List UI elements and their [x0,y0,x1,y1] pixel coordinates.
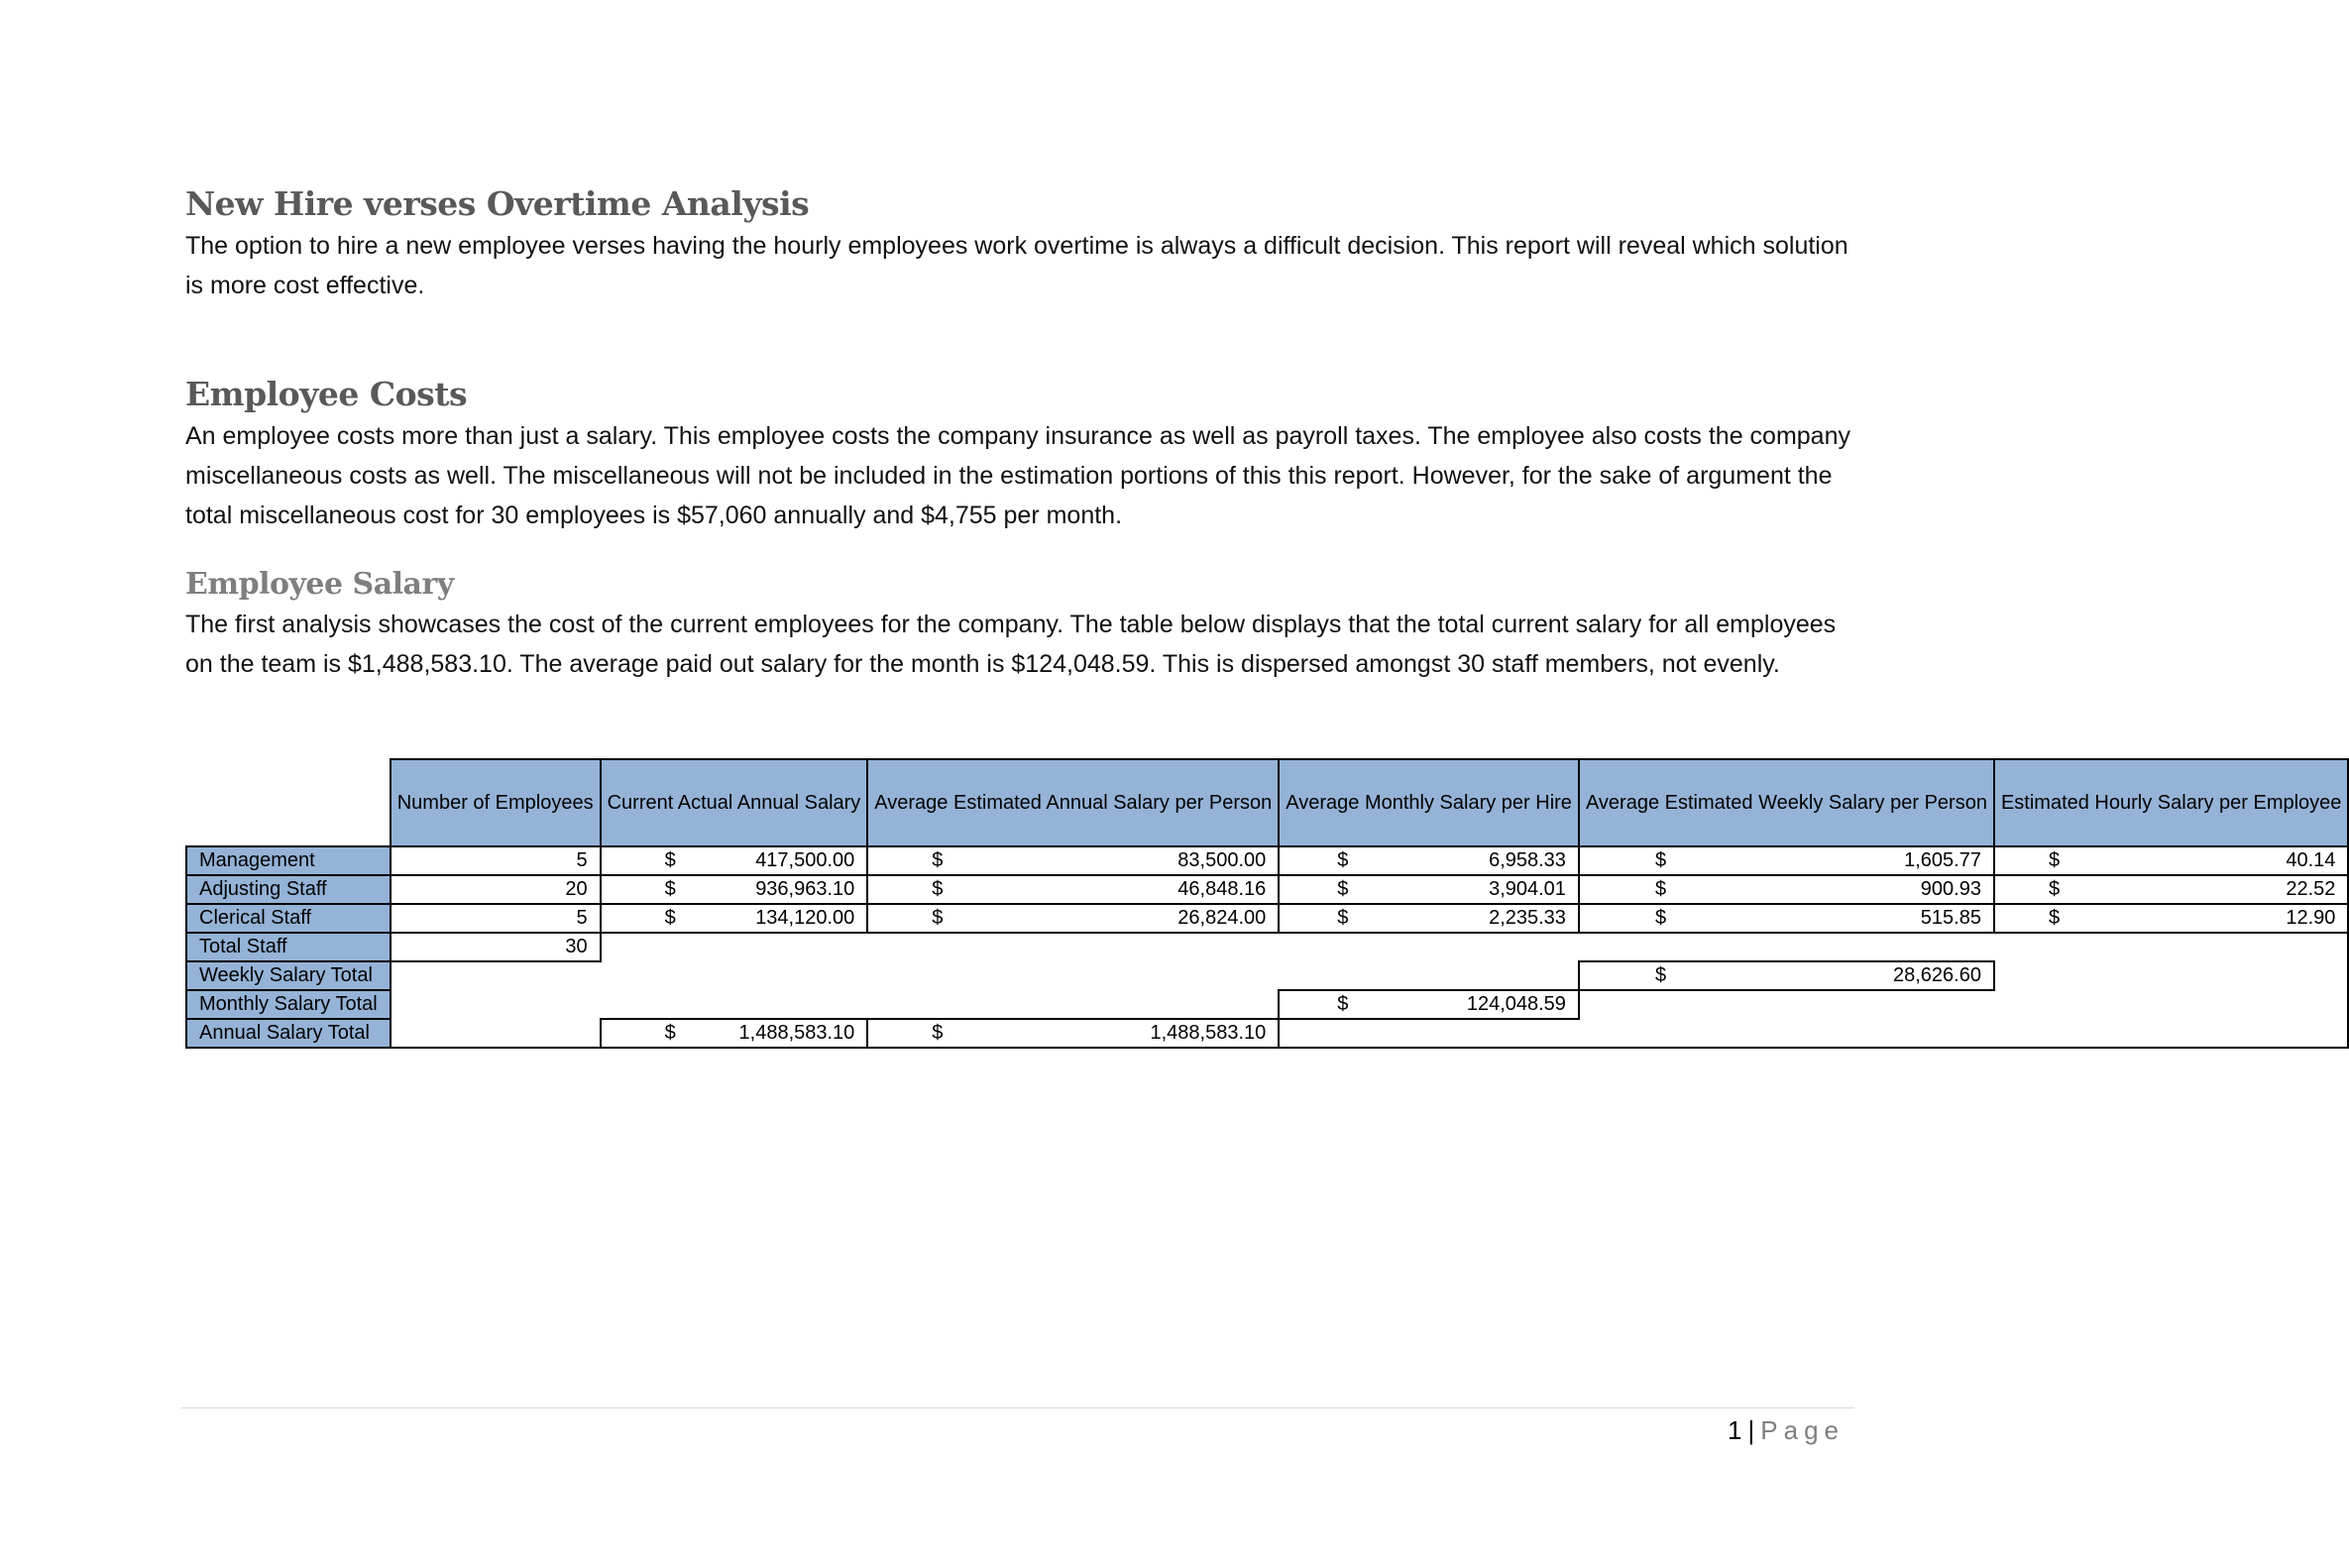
currency-symbol: $ [1337,993,1349,1015]
page-separator: | [1747,1415,1755,1445]
total-staff-label: Total Staff [186,933,391,961]
currency-symbol: $ [1654,878,1667,900]
header-annual-salary: Current Actual Annual Salary [601,759,868,846]
employee-count-cell: 5 [391,904,601,933]
row-label: Management [186,846,391,875]
currency-symbol: $ [1654,907,1667,929]
total-staff-value: 30 [391,933,601,961]
currency-symbol: $ [2048,849,2061,871]
salary-table-wrapper [185,758,2349,1049]
employee-costs-paragraph: An employee costs more than just a salary. This employee costs the company insurance as well as payroll taxes. The employee also costs the company miscellaneous costs as well. The miscellaneous will not be included in the estimation portions of this this report. However, for the sake of argument the total miscellaneous cost for 30 employees is $57,060 annually and $4,755 per month. [185,422,1850,529]
header-hourly-salary: Estimated Hourly Salary per Employee [1994,759,2348,846]
employee-salary-heading: Employee Salary [185,567,454,602]
currency-symbol: $ [1337,849,1349,871]
hourly-cell [1994,904,2348,933]
monthly-total-label: Monthly Salary Total [186,990,391,1019]
employee-salary-paragraph: The first analysis showcases the cost of the current employees for the company. The table below displays that the total current salary for all employees on the team is $1,488,583.10. The average paid out salary for the month is $124,048.59. This is dispersed amongst 30 staff members, not evenly. [185,611,1837,678]
annual-total-label: Annual Salary Total [186,1019,391,1048]
currency-symbol: $ [932,907,944,929]
hourly-value: 22.52 [2286,878,2336,900]
header-avg-monthly-salary: Average Monthly Salary per Hire [1279,759,1579,846]
avg-annual-cell [867,875,1279,904]
header-number-of-employees: Number of Employees [391,759,601,846]
avg-monthly-cell [1279,904,1579,933]
page-number: 1 [1728,1415,1742,1445]
row-label: Adjusting Staff [186,875,391,904]
weekly-total-label: Weekly Salary Total [186,961,391,990]
annual-total-row [186,1019,2348,1048]
avg-weekly-value: 1,605.77 [1904,849,1981,871]
header-avg-weekly-salary: Average Estimated Weekly Salary per Person [1579,759,1994,846]
weekly-total-cell [1579,961,1994,990]
avg-annual-cell [867,846,1279,875]
employee-count-cell: 5 [391,846,601,875]
avg-monthly-value: 3,904.01 [1489,878,1566,900]
avg-weekly-cell [1579,904,1994,933]
annual-avg-total-cell [867,1019,1279,1048]
total-staff-row [186,933,2348,961]
intro-paragraph: The option to hire a new employee verses having the hourly employees work overtime is always a difficult decision. This report will reveal which solution is more cost effective. [185,232,1848,299]
header-avg-annual-salary: Average Estimated Annual Salary per Person [867,759,1279,846]
monthly-total-cell [1279,990,1579,1019]
currency-symbol: $ [932,1022,944,1044]
currency-symbol: $ [1654,964,1667,986]
header-corner [186,759,391,846]
currency-symbol: $ [1337,907,1349,929]
monthly-total-row [186,990,2348,1019]
table-header-row [186,759,2348,846]
weekly-total-row [186,961,2348,990]
monthly-total-value: 124,048.59 [1466,993,1566,1015]
annual-salary-cell [601,904,868,933]
table-row [186,904,2348,933]
avg-weekly-cell [1579,875,1994,904]
hourly-value: 40.14 [2286,849,2336,871]
avg-monthly-cell [1279,846,1579,875]
avg-weekly-value: 900.93 [1920,878,1981,900]
currency-symbol: $ [664,878,676,900]
currency-symbol: $ [932,878,944,900]
avg-annual-value: 83,500.00 [1177,849,1267,871]
avg-monthly-cell [1279,875,1579,904]
currency-symbol: $ [1337,878,1349,900]
document-body [185,182,1850,684]
currency-symbol: $ [932,849,944,871]
hourly-cell [1994,875,2348,904]
annual-salary-value: 936,963.10 [755,878,855,900]
avg-annual-value: 46,848.16 [1177,878,1267,900]
annual-salary-cell [601,875,868,904]
hourly-cell [1994,846,2348,875]
annual-total-cell [601,1019,868,1048]
employee-costs-heading: Employee Costs [185,375,468,413]
currency-symbol: $ [2048,878,2061,900]
avg-monthly-value: 2,235.33 [1489,907,1566,929]
employee-count-cell: 20 [391,875,601,904]
avg-monthly-value: 6,958.33 [1489,849,1566,871]
annual-total-value: 1,488,583.10 [738,1022,855,1044]
page-word: Page [1760,1415,1845,1445]
weekly-total-value: 28,626.60 [1892,964,1981,986]
avg-weekly-cell [1579,846,1994,875]
currency-symbol: $ [1654,849,1667,871]
salary-table [185,758,2349,1049]
footer-divider [181,1407,1854,1408]
currency-symbol: $ [664,907,676,929]
currency-symbol: $ [664,1022,676,1044]
table-row [186,846,2348,875]
currency-symbol: $ [2048,907,2061,929]
report-title: New Hire verses Overtime Analysis [185,184,810,223]
annual-avg-total-value: 1,488,583.10 [1150,1022,1267,1044]
annual-salary-value: 417,500.00 [755,849,855,871]
annual-salary-cell [601,846,868,875]
avg-weekly-value: 515.85 [1920,907,1981,929]
currency-symbol: $ [664,849,676,871]
row-label: Clerical Staff [186,904,391,933]
hourly-value: 12.90 [2286,907,2336,929]
avg-annual-value: 26,824.00 [1177,907,1267,929]
page-footer [1728,1413,1845,1447]
table-row [186,875,2348,904]
avg-annual-cell [867,904,1279,933]
annual-salary-value: 134,120.00 [755,907,855,929]
